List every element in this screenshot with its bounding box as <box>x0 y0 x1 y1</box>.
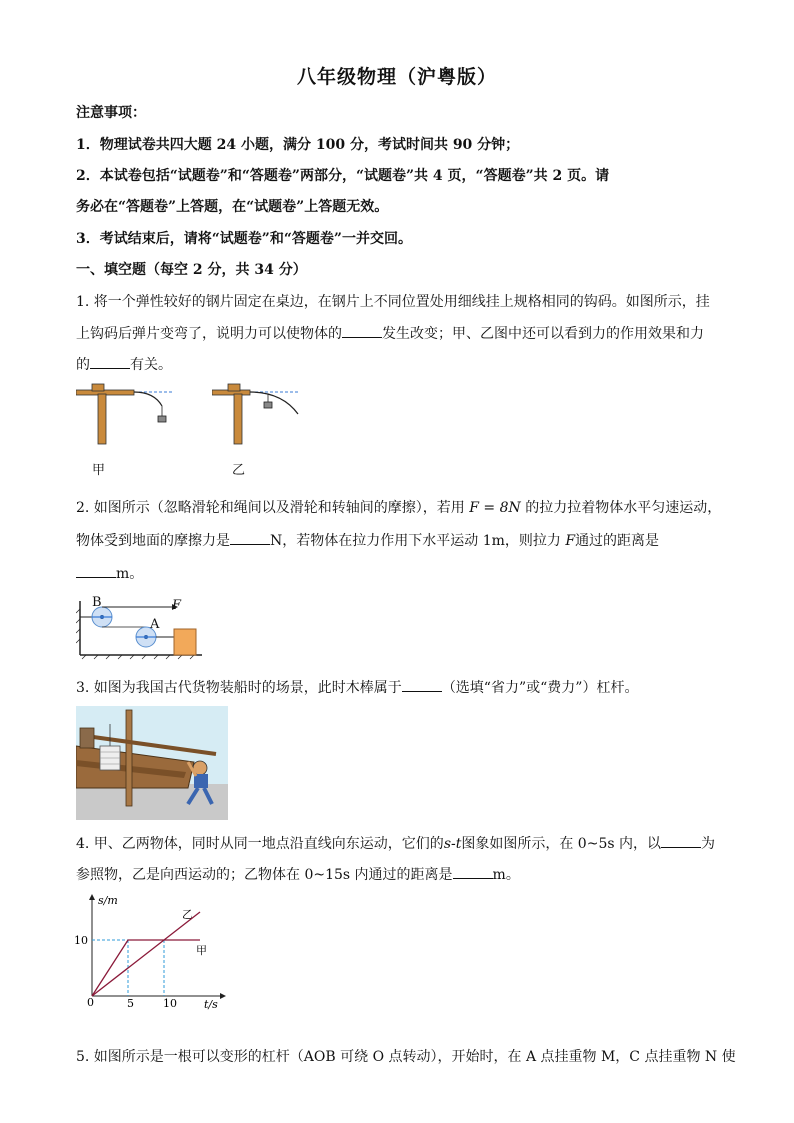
q4-st-graph <box>70 890 230 1010</box>
q4-st: s-t <box>443 836 462 852</box>
y-axis-label: s/m <box>98 894 118 907</box>
q5-line1: 5. 如图所示是一根可以变形的杠杆（AOB 可绕 O 点转动），开始时，在 A 点挂重物 M，C 点挂重物 N 使 <box>76 1049 736 1065</box>
q4-text-e: m。 <box>492 867 520 883</box>
q2-formula: F = 8N <box>469 500 521 516</box>
q2-text-d: N，若物体在拉力作用下水平运动 1m，则拉力 <box>270 533 561 549</box>
q2-text-b: 的拉力拉着物体水平匀速运动， <box>525 500 722 516</box>
notes-heading: 注意事项： <box>76 105 146 121</box>
note-3: 3．考试结束后，请将“试题卷”和“答题卷”一并交回。 <box>76 231 412 247</box>
note-2-cont: 务必在“答题卷”上答题，在“试题卷”上答题无效。 <box>76 199 389 215</box>
q1-text-c: 的 <box>76 357 90 373</box>
q4-text-a: 4. 甲、乙两物体，同时从同一地点沿直线向东运动，它们的 <box>76 836 444 852</box>
q2-line1 <box>76 498 726 518</box>
series-line-jia <box>92 940 200 996</box>
q4-text-c: 为 <box>701 836 715 852</box>
section-heading: 一、填空题（每空 2 分，共 34 分） <box>76 262 307 278</box>
q1-text-a: 上钩码后弹片变弯了，说明力可以使物体的 <box>76 326 342 342</box>
x-tick-5: 5 <box>127 997 134 1010</box>
q4-line2 <box>76 864 726 885</box>
q4-text-d: 参照物，乙是向西运动的；乙物体在 0~15s 内通过的距离是 <box>76 867 453 883</box>
q1-text-b: 发生改变；甲、乙图中还可以看到力的作用效果和力 <box>382 326 704 342</box>
q1-figure-jia <box>76 380 176 450</box>
q2-label-b: B <box>92 595 102 610</box>
series-label-yi: 乙 <box>182 908 193 921</box>
q1-label-yi: 乙 <box>232 463 246 478</box>
q1-text-d: 有关。 <box>130 357 172 373</box>
q3-text-a: 3. 如图为我国古代货物装船时的场景，此时木棒属于 <box>76 680 402 696</box>
y-tick-10: 10 <box>74 934 88 947</box>
answer-blank[interactable] <box>661 833 701 848</box>
x-axis-label: t/s <box>204 998 218 1010</box>
origin-label: 0 <box>87 996 94 1009</box>
q4-text-b: 图象如图所示，在 0~5s 内，以 <box>461 836 661 852</box>
answer-blank[interactable] <box>402 677 442 692</box>
note-2: 2．本试卷包括“试题卷”和“答题卷”两部分，“试题卷”共 4 页，“答题卷”共 2 页。请 <box>76 168 610 184</box>
q2-label-a: A <box>150 617 160 632</box>
answer-blank[interactable] <box>230 530 270 545</box>
answer-blank[interactable] <box>90 354 130 369</box>
q1-line3 <box>76 354 726 375</box>
q3-text-b: （选填“省力”或“费力”）杠杆。 <box>441 680 639 696</box>
q3-ship-illustration <box>76 706 228 820</box>
answer-blank[interactable] <box>342 323 382 338</box>
q2-label-f: F <box>172 598 182 613</box>
q1-figure-yi <box>212 380 312 450</box>
q1-label-jia: 甲 <box>92 463 106 478</box>
answer-blank[interactable] <box>76 563 116 578</box>
q1-line1: 1. 将一个弹性较好的钢片固定在桌边，在钢片上不同位置处用细线挂上规格相同的钩码。如图所示，挂 <box>76 294 710 310</box>
q3-line1 <box>76 677 726 698</box>
x-tick-10: 10 <box>163 997 177 1010</box>
q2-text-f: m。 <box>116 566 144 582</box>
page-title: 八年级物理（沪粤版） <box>296 66 497 88</box>
q2-text-c: 物体受到地面的摩擦力是 <box>76 533 230 549</box>
q4-line1 <box>76 833 726 854</box>
note-1: 1．物理试卷共四大题 24 小题，满分 100 分，考试时间共 90 分钟； <box>76 137 520 153</box>
series-label-jia: 甲 <box>196 944 207 957</box>
q2-text-a: 2. 如图所示（忽略滑轮和绳间以及滑轮和转轴间的摩擦），若用 <box>76 500 465 516</box>
answer-blank[interactable] <box>453 864 493 879</box>
q2-text-e: 通过的距离是 <box>575 533 660 549</box>
series-line-yi <box>92 912 200 996</box>
q2-line3 <box>76 563 726 584</box>
q1-line2 <box>76 323 726 344</box>
q2-line2 <box>76 530 726 551</box>
q2-force-symbol: F <box>565 533 576 549</box>
